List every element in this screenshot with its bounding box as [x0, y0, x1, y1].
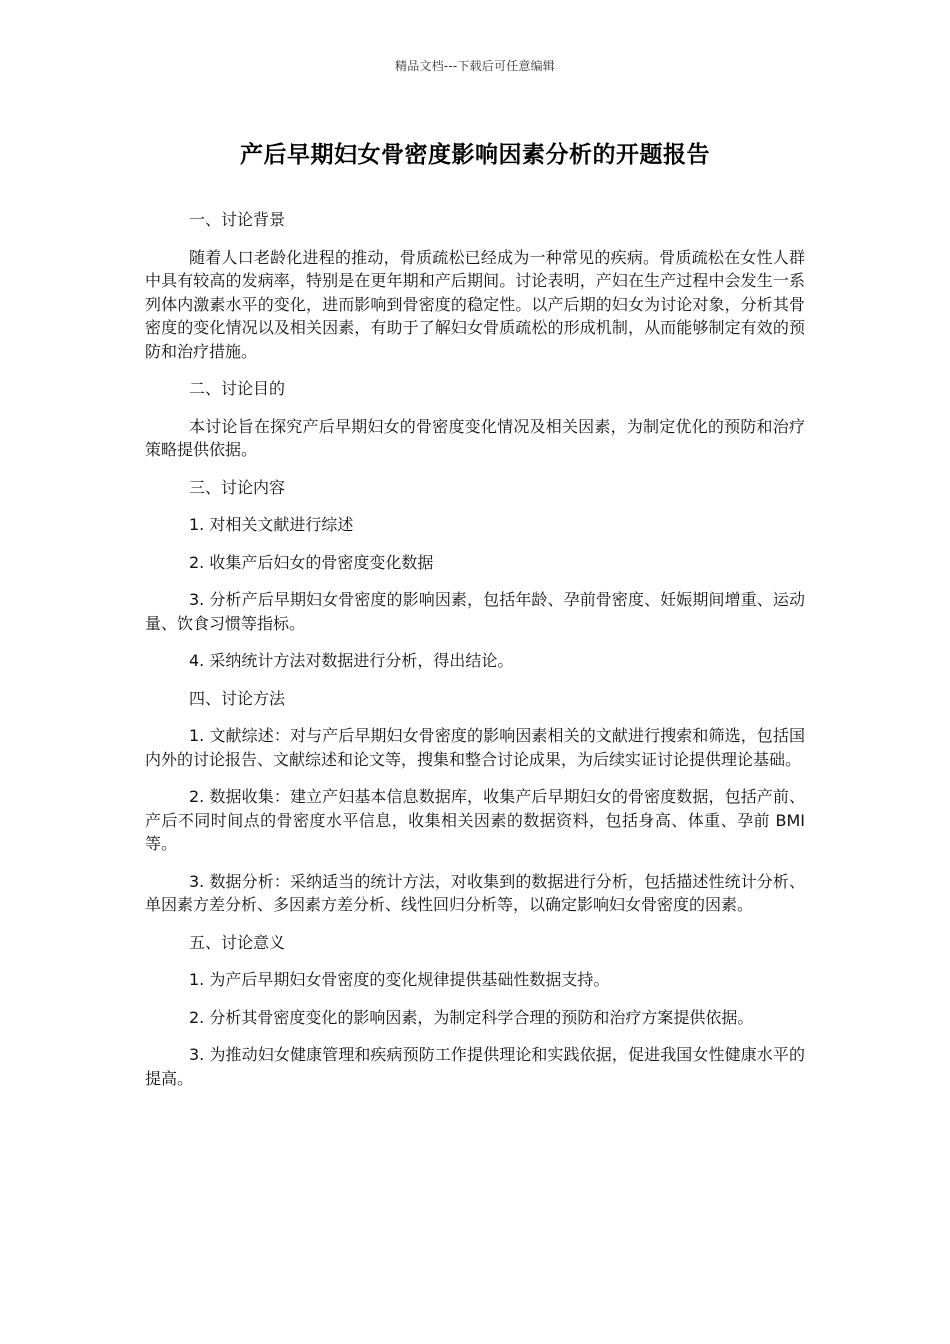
content-item-4: 4. 采纳统计方法对数据进行分析，得出结论。 — [189, 651, 514, 670]
document-title: 产后早期妇女骨密度影响因素分析的开题报告 — [240, 142, 710, 168]
section-heading-background: 一、讨论背景 — [189, 210, 286, 229]
header-note: 精品文档---下载后可任意编辑 — [395, 59, 555, 73]
method-item-1: 1. 文献综述：对与产后早期妇女骨密度的影响因素相关的文献进行搜索和筛选，包括国内外的讨论报告、文献综述和论文等，搜集和整合讨论成果，为后续实证讨论提供理论基础。 — [145, 726, 805, 769]
paragraph-purpose: 本讨论旨在探究产后早期妇女的骨密度变化情况及相关因素，为制定优化的预防和治疗策略提供依据。 — [145, 416, 805, 459]
content-item-3: 3. 分析产后早期妇女骨密度的影响因素，包括年龄、孕前骨密度、妊娠期间增重、运动量、饮食习惯等指标。 — [145, 590, 805, 633]
significance-item-1: 1. 为产后早期妇女骨密度的变化规律提供基础性数据支持。 — [189, 970, 610, 989]
method-item-2: 2. 数据收集：建立产妇基本信息数据库，收集产后早期妇女的骨密度数据，包括产前、产后不同时间点的骨密度水平信息，收集相关因素的数据资料，包括身高、体重、孕前 BMI 等。 — [145, 787, 805, 853]
section-heading-significance: 五、讨论意义 — [189, 932, 286, 952]
section-heading-content: 三、讨论内容 — [189, 477, 286, 497]
paragraph-background: 随着人口老龄化进程的推动，骨质疏松已经成为一种常见的疾病。骨质疏松在女性人群中具有较高的发病率，特别是在更年期和产后期间。讨论表明，产妇在生产过程中会发生一系列体内激素水平的变化，进而影响到骨密度的稳定性。以产后期的妇女为讨论对象，分析其骨密度的变化情况以及相关因素，有助于了解妇女骨质疏松的形成机制，从而能够制定有效的预防和治疗措施。 — [145, 247, 805, 361]
document-body — [145, 208, 805, 1104]
content-item-2: 2. 收集产后妇女的骨密度变化数据 — [189, 552, 434, 572]
content-item-1: 1. 对相关文献进行综述 — [189, 515, 354, 534]
section-heading-purpose: 二、讨论目的 — [189, 379, 286, 398]
significance-item-3: 3. 为推动妇女健康管理和疾病预防工作提供理论和实践依据，促进我国女性健康水平的提高。 — [145, 1045, 805, 1088]
significance-item-2: 2. 分析其骨密度变化的影响因素，为制定科学合理的预防和治疗方案提供依据。 — [189, 1007, 754, 1027]
method-item-3: 3. 数据分析：采纳适当的统计方法，对收集到的数据进行分析，包括描述性统计分析、单因素方差分析、多因素方差分析、线性回归分析等，以确定影响妇女骨密度的因素。 — [145, 871, 805, 914]
section-heading-method: 四、讨论方法 — [189, 688, 286, 708]
